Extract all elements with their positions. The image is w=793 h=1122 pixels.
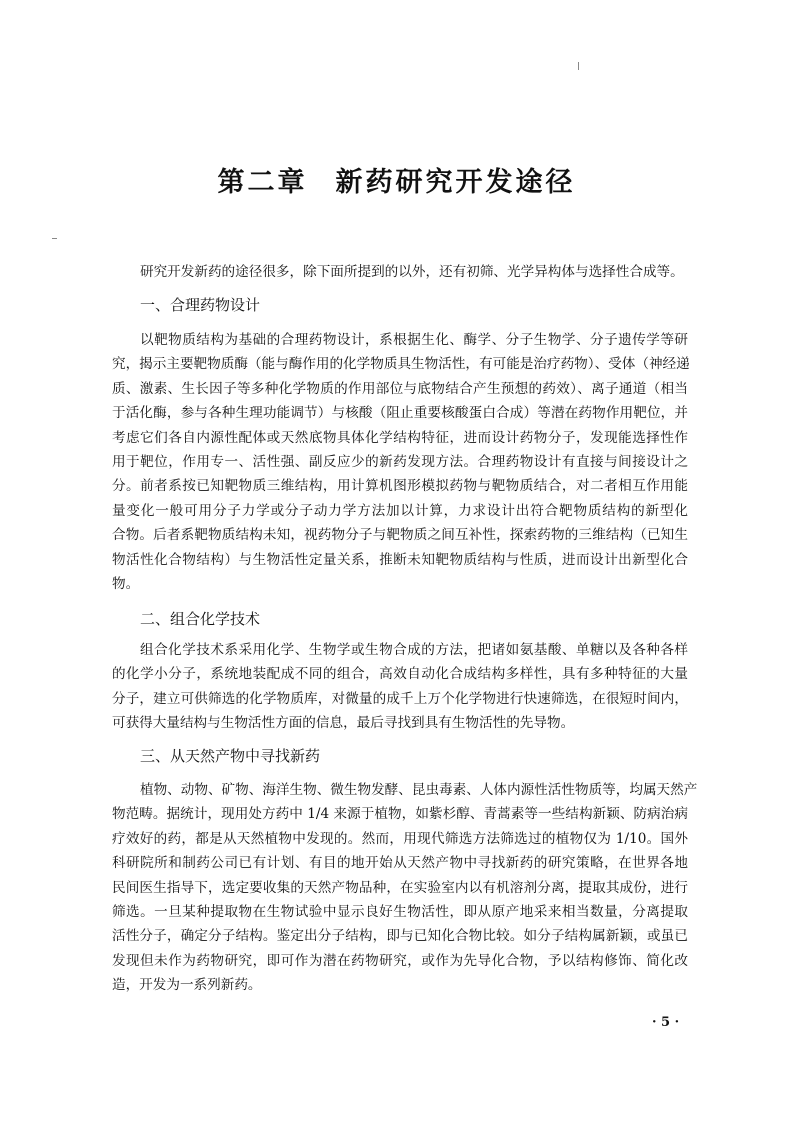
paragraph-line: 用于靶位，作用专一、活性强、副反应少的新药发现方法。合理药物设计有直接与间接设计之 bbox=[112, 453, 688, 470]
paragraph-line: 以靶物质结构为基础的合理药物设计，系根据生化、酶学、分子生物学、分子遗传学等研 bbox=[140, 332, 688, 348]
paragraph-line: 分子，建立可供筛选的化学物质库，对微量的成千上万个化学物进行快速筛选，在很短时间内， bbox=[112, 690, 688, 707]
paragraph-line: 活性分子，确定分子结构。鉴定出分子结构，即与已知化合物比较。如分子结构属新颖，或虽已 bbox=[112, 928, 688, 945]
paragraph-line: 考虑它们各自内源性配体或天然底物具体化学结构特征，进而设计药物分子，发现能选择性作 bbox=[112, 429, 688, 446]
paragraph-line: 植物、动物、矿物、海洋生物、微生物发酵、昆虫毒素、人体内源性活性物质等，均属天然产 bbox=[140, 782, 698, 798]
paragraph-line: 物范畴。据统计，现用处方药中 1/4 来源于植物，如紫杉醇、青蒿素等一些结构新颖、防病治病 bbox=[112, 806, 688, 823]
section-heading-1: 一、合理药物设计 bbox=[140, 296, 261, 314]
chapter-title bbox=[0, 160, 793, 199]
paragraph-line: 量变化一般可用分子力学或分子动力学方法加以计算，力求设计出符合靶物质结构的新型化 bbox=[112, 502, 688, 519]
section-1-paragraph bbox=[112, 328, 688, 596]
chapter-name: 新药研究开发途径 bbox=[335, 167, 576, 198]
paragraph-line: 民间医生指导下，选定要收集的天然产物品种，在实验室内以有机溶剂分离，提取其成份，进行 bbox=[112, 879, 688, 896]
section-heading-3: 三、从天然产物中寻找新药 bbox=[140, 747, 321, 765]
section-3-paragraph bbox=[112, 778, 698, 998]
paragraph-line: 科研院所和制药公司已有计划、有目的地开始从天然产物中寻找新药的研究策略，在世界各地 bbox=[112, 855, 688, 872]
paragraph-line: 究，揭示主要靶物质酶（能与酶作用的化学物质具生物活性，有可能是治疗药物）、受体（神经递 bbox=[112, 356, 690, 373]
paragraph-line: 造，开发为一系列新药。 bbox=[112, 977, 262, 994]
section-2-paragraph bbox=[112, 638, 688, 736]
intro-paragraph bbox=[112, 260, 688, 284]
paragraph-line: 组合化学技术系采用化学、生物学或生物合成的方法，把诸如氨基酸、单糖以及各种各样 bbox=[140, 642, 688, 658]
paragraph-line: 分。前者系按已知靶物质三维结构，用计算机图形模拟药物与靶物质结合，对二者相互作用能 bbox=[112, 478, 688, 495]
paragraph-line: 疗效好的药，都是从天然植物中发现的。然而，用现代筛选方法筛选过的植物仅为 1/10。国外 bbox=[112, 830, 688, 847]
paragraph-line: 物活性化合物结构）与生物活性定量关系，推断未知靶物质结构与性质，进而设计出新型化合 bbox=[112, 551, 688, 568]
paragraph-line: 研究开发新药的途径很多，除下面所提到的以外，还有初筛、光学异构体与选择性合成等。 bbox=[140, 264, 684, 280]
paragraph-line: 合物。后者系靶物质结构未知，视药物分子与靶物质之间互补性，探索药物的三维结构（已知生 bbox=[112, 527, 688, 544]
paragraph-line: 筛选。一旦某种提取物在生物试验中显示良好生物活性，即从原产地采来相当数量，分离提取 bbox=[112, 903, 688, 920]
paragraph-line: 于活化酶，参与各种生理功能调节）与核酸（阻止重要核酸蛋白合成）等潜在药物作用靶位，并 bbox=[112, 405, 688, 422]
scan-speck bbox=[578, 62, 579, 70]
page-number: · 5 · bbox=[652, 1015, 680, 1030]
scan-speck bbox=[52, 238, 57, 239]
paragraph-line: 可获得大量结构与生物活性方面的信息，最后寻找到具有生物活性的先导物。 bbox=[112, 715, 575, 732]
paragraph-line: 质、激素、生长因子等多种化学物质的作用部位与底物结合产生预想的药效）、离子通道（相当 bbox=[112, 380, 688, 397]
section-heading-2: 二、组合化学技术 bbox=[140, 610, 261, 628]
paragraph-line: 物。 bbox=[112, 575, 140, 592]
paragraph-line: 的化学小分子，系统地装配成不同的组合，高效自动化合成结构多样性，具有多种特征的大量 bbox=[112, 666, 688, 683]
chapter-number: 第二章 bbox=[217, 167, 308, 198]
paragraph-line: 发现但未作为药物研究，即可作为潜在药物研究，或作为先导化合物，予以结构修饰、简化改 bbox=[112, 952, 688, 969]
